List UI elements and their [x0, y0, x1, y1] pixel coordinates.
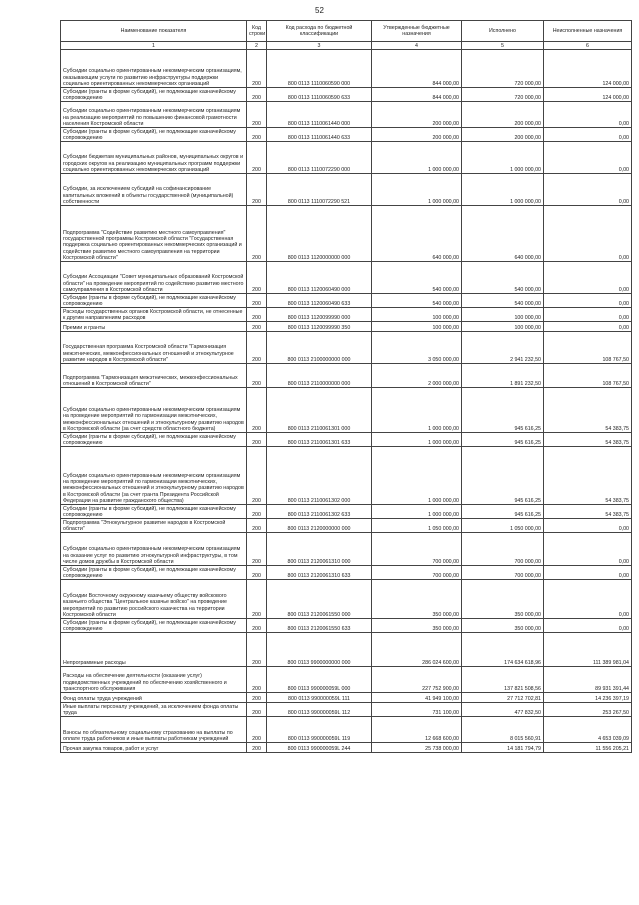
- cell-code: 200: [247, 322, 267, 332]
- cell-kbk: 800 0113 2110061301 000: [267, 388, 372, 433]
- cell-code: 200: [247, 433, 267, 447]
- cell-code: 200: [247, 519, 267, 533]
- table-row: [61, 294, 632, 308]
- header-executed: Исполнено: [462, 21, 544, 42]
- cell-kbk: 800 0113 1120099990 350: [267, 322, 372, 332]
- cell-unexecuted: 0,00: [544, 174, 632, 206]
- cell-name: Государственная программа Костромской области "Гармонизация межэтнических, межконфессиональных отношений и этнокультурное развитие народов в Костромской области": [61, 332, 247, 364]
- cell-name: Подпрограмма "Этнокультурное развитие народов в Костромской области": [61, 519, 247, 533]
- cell-executed: 640 000,00: [462, 206, 544, 262]
- column-number: 2: [247, 42, 267, 50]
- cell-name: Субсидии социально ориентированным некоммерческим организациям на проведение мероприятий по гармонизации межэтнических, межконфессиональных отношений и этнокультурному развитию народов в Костромской области (за счет средств областного бюджета): [61, 388, 247, 433]
- cell-unexecuted: 0,00: [544, 533, 632, 566]
- cell-name: Расходы на обеспечение деятельности (оказание услуг) подведомственных учреждений по обеспечению хозяйственного и транспортного обслуживания: [61, 667, 247, 693]
- cell-kbk: 800 0113 1120060490 633: [267, 294, 372, 308]
- cell-code: 200: [247, 332, 267, 364]
- cell-name: Иные выплаты персоналу учреждений, за исключением фонда оплаты труда: [61, 703, 247, 717]
- cell-approved: 25 738 000,00: [372, 743, 462, 753]
- cell-unexecuted: 108 767,50: [544, 364, 632, 388]
- cell-code: 200: [247, 308, 267, 322]
- cell-kbk: 800 0113 2110061301 633: [267, 433, 372, 447]
- cell-name: Премии и гранты: [61, 322, 247, 332]
- cell-approved: 1 000 000,00: [372, 505, 462, 519]
- cell-unexecuted: 14 236 397,19: [544, 693, 632, 703]
- cell-kbk: 800 0113 2110061302 000: [267, 447, 372, 505]
- cell-name: Субсидии социально ориентированным некоммерческим организациям на реализацию мероприятий по повышению финансовой грамотности населения Костромской области: [61, 102, 247, 128]
- cell-code: 200: [247, 447, 267, 505]
- cell-unexecuted: 0,00: [544, 294, 632, 308]
- cell-code: 200: [247, 566, 267, 580]
- cell-approved: 700 000,00: [372, 533, 462, 566]
- cell-executed: 1 000 000,00: [462, 174, 544, 206]
- cell-kbk: 800 0113 1110060590 633: [267, 88, 372, 102]
- table-row: [61, 693, 632, 703]
- table-row: [61, 533, 632, 566]
- cell-approved: 100 000,00: [372, 308, 462, 322]
- cell-approved: 1 000 000,00: [372, 174, 462, 206]
- cell-name: Субсидии (гранты в форме субсидий), не подлежащие казначейскому сопровождению: [61, 294, 247, 308]
- cell-approved: 640 000,00: [372, 206, 462, 262]
- cell-kbk: 800 0113 2120061550 633: [267, 619, 372, 633]
- cell-approved: 12 668 600,00: [372, 717, 462, 743]
- cell-kbk: 800 0113 1120099990 000: [267, 308, 372, 322]
- cell-executed: 945 616,25: [462, 505, 544, 519]
- cell-approved: 844 000,00: [372, 50, 462, 88]
- cell-kbk: 800 0113 1110061440 000: [267, 102, 372, 128]
- cell-code: 200: [247, 743, 267, 753]
- table-row: [61, 322, 632, 332]
- cell-name: Субсидии бюджетам муниципальных районов, муниципальных округов и городских округов на реализацию муниципальных программ поддержки социально ориентированных некоммерческих организаций: [61, 142, 247, 174]
- cell-name: Субсидии (гранты в форме субсидий), не подлежащие казначейскому сопровождению: [61, 433, 247, 447]
- cell-unexecuted: 0,00: [544, 519, 632, 533]
- column-number: 4: [372, 42, 462, 50]
- cell-approved: 1 050 000,00: [372, 519, 462, 533]
- header-name: Наименование показателя: [61, 21, 247, 42]
- cell-name: Субсидии (гранты в форме субсидий), не подлежащие казначейскому сопровождению: [61, 619, 247, 633]
- cell-executed: 14 181 794,79: [462, 743, 544, 753]
- table-row: [61, 743, 632, 753]
- table-row: [61, 364, 632, 388]
- cell-executed: 1 000 000,00: [462, 142, 544, 174]
- cell-unexecuted: 253 267,50: [544, 703, 632, 717]
- cell-unexecuted: 89 931 391,44: [544, 667, 632, 693]
- cell-executed: 1 050 000,00: [462, 519, 544, 533]
- table-row: [61, 566, 632, 580]
- cell-executed: 27 712 702,81: [462, 693, 544, 703]
- cell-name: Субсидии (гранты в форме субсидий), не подлежащие казначейскому сопровождению: [61, 128, 247, 142]
- cell-executed: 8 015 560,91: [462, 717, 544, 743]
- header-kbk: Код расхода по бюджетной классификации: [267, 21, 372, 42]
- cell-executed: 720 000,00: [462, 50, 544, 88]
- cell-unexecuted: 0,00: [544, 102, 632, 128]
- cell-name: Непрограммные расходы: [61, 633, 247, 667]
- cell-executed: 174 634 618,96: [462, 633, 544, 667]
- cell-executed: 945 616,25: [462, 433, 544, 447]
- cell-approved: 350 000,00: [372, 580, 462, 619]
- cell-executed: 540 000,00: [462, 294, 544, 308]
- column-number: 3: [267, 42, 372, 50]
- cell-executed: 100 000,00: [462, 322, 544, 332]
- cell-unexecuted: 108 767,50: [544, 332, 632, 364]
- cell-approved: 100 000,00: [372, 322, 462, 332]
- cell-name: Субсидии, за исключением субсидий на софинансирование капитальных вложений в объекты государственной (муниципальной) собственности: [61, 174, 247, 206]
- table-row: [61, 128, 632, 142]
- table-row: [61, 206, 632, 262]
- table-row: [61, 580, 632, 619]
- cell-code: 200: [247, 667, 267, 693]
- cell-name: Взносы по обязательному социальному страхованию на выплаты по оплате труда работников и иные выплаты работникам учреждений: [61, 717, 247, 743]
- cell-code: 200: [247, 693, 267, 703]
- cell-unexecuted: 54 383,75: [544, 388, 632, 433]
- cell-approved: 1 000 000,00: [372, 433, 462, 447]
- table-row: [61, 332, 632, 364]
- table-row: [61, 262, 632, 294]
- cell-code: 200: [247, 294, 267, 308]
- cell-approved: 1 000 000,00: [372, 388, 462, 433]
- cell-code: 200: [247, 364, 267, 388]
- cell-name: Субсидии социально ориентированным некоммерческим организациям на оказание услуг по развитию этнокультурной инфраструктуры, в том числе домов дружбы в Костромской области: [61, 533, 247, 566]
- cell-executed: 2 941 232,50: [462, 332, 544, 364]
- cell-unexecuted: 111 389 981,04: [544, 633, 632, 667]
- table-row: [61, 142, 632, 174]
- cell-code: 200: [247, 88, 267, 102]
- cell-name: Субсидии (гранты в форме субсидий), не подлежащие казначейскому сопровождению: [61, 566, 247, 580]
- cell-approved: 700 000,00: [372, 566, 462, 580]
- cell-code: 200: [247, 717, 267, 743]
- budget-execution-table: [60, 20, 632, 753]
- cell-kbk: 800 0113 990000059L 244: [267, 743, 372, 753]
- cell-name: Субсидии социально ориентированным некоммерческим организациям, оказывающим услуги по развитию инфраструктуры поддержки социально ориентированных некоммерческих организаций: [61, 50, 247, 88]
- cell-code: 200: [247, 206, 267, 262]
- cell-kbk: 800 0113 2110061302 633: [267, 505, 372, 519]
- cell-kbk: 800 0113 990000059L 119: [267, 717, 372, 743]
- cell-approved: 844 000,00: [372, 88, 462, 102]
- cell-name: Прочая закупка товаров, работ и услуг: [61, 743, 247, 753]
- cell-code: 200: [247, 102, 267, 128]
- column-number: 1: [61, 42, 247, 50]
- cell-code: 200: [247, 142, 267, 174]
- cell-code: 200: [247, 580, 267, 619]
- cell-approved: 350 000,00: [372, 619, 462, 633]
- cell-kbk: 800 0113 1110060590 000: [267, 50, 372, 88]
- table-row: [61, 619, 632, 633]
- cell-code: 200: [247, 703, 267, 717]
- table-row: [61, 388, 632, 433]
- table-row: [61, 433, 632, 447]
- cell-unexecuted: 0,00: [544, 142, 632, 174]
- cell-kbk: 800 0113 2100000000 000: [267, 332, 372, 364]
- cell-approved: 41 949 100,00: [372, 693, 462, 703]
- column-number: 6: [544, 42, 632, 50]
- cell-executed: 350 000,00: [462, 580, 544, 619]
- cell-executed: 477 832,50: [462, 703, 544, 717]
- cell-approved: 286 024 600,00: [372, 633, 462, 667]
- cell-executed: 720 000,00: [462, 88, 544, 102]
- cell-name: Фонд оплаты труда учреждений: [61, 693, 247, 703]
- cell-kbk: 800 0113 1120060490 000: [267, 262, 372, 294]
- cell-executed: 540 000,00: [462, 262, 544, 294]
- header-unexecuted: Неисполненные назначения: [544, 21, 632, 42]
- cell-code: 200: [247, 633, 267, 667]
- cell-unexecuted: 124 000,00: [544, 88, 632, 102]
- cell-executed: 200 000,00: [462, 128, 544, 142]
- cell-code: 200: [247, 533, 267, 566]
- table-row: [61, 88, 632, 102]
- cell-approved: 731 100,00: [372, 703, 462, 717]
- cell-unexecuted: 11 556 205,21: [544, 743, 632, 753]
- cell-unexecuted: 124 000,00: [544, 50, 632, 88]
- cell-executed: 945 616,25: [462, 388, 544, 433]
- cell-name: Подпрограмма "Гармонизация межэтнических, межконфессиональных отношений в Костромской области": [61, 364, 247, 388]
- cell-unexecuted: 0,00: [544, 322, 632, 332]
- column-number-row: [61, 42, 632, 50]
- table-row: [61, 703, 632, 717]
- table-row: [61, 519, 632, 533]
- cell-code: 200: [247, 50, 267, 88]
- cell-unexecuted: 0,00: [544, 566, 632, 580]
- cell-approved: 540 000,00: [372, 262, 462, 294]
- cell-name: Субсидии (гранты в форме субсидий), не подлежащие казначейскому сопровождению: [61, 505, 247, 519]
- cell-kbk: 800 0113 2120061310 000: [267, 533, 372, 566]
- cell-approved: 227 752 900,00: [372, 667, 462, 693]
- cell-executed: 700 000,00: [462, 533, 544, 566]
- cell-kbk: 800 0113 2110000000 000: [267, 364, 372, 388]
- cell-executed: 100 000,00: [462, 308, 544, 322]
- cell-approved: 1 000 000,00: [372, 142, 462, 174]
- header-approved: Утвержденные бюджетные назначения: [372, 21, 462, 42]
- cell-kbk: 800 0113 2120000000 000: [267, 519, 372, 533]
- cell-name: Субсидии Ассоциации "Совет муниципальных образований Костромской области" на проведение мероприятий по содействию развитию местного самоуправления в Костромской области: [61, 262, 247, 294]
- cell-kbk: 800 0113 990000059L 112: [267, 703, 372, 717]
- table-row: [61, 174, 632, 206]
- cell-code: 200: [247, 128, 267, 142]
- cell-code: 200: [247, 388, 267, 433]
- table-row: [61, 717, 632, 743]
- cell-unexecuted: 0,00: [544, 580, 632, 619]
- cell-kbk: 800 0113 2120061550 000: [267, 580, 372, 619]
- cell-kbk: 800 0113 2120061310 633: [267, 566, 372, 580]
- cell-unexecuted: 54 383,75: [544, 447, 632, 505]
- cell-kbk: 800 0113 1110072290 000: [267, 142, 372, 174]
- table-row: [61, 667, 632, 693]
- cell-code: 200: [247, 174, 267, 206]
- cell-name: Субсидии Восточному окружному казачьему обществу войскового казачьего общества "Центральное казачье войско" на проведение мероприятий по развитию российского казачества на территории Костромской области: [61, 580, 247, 619]
- cell-name: Субсидии (гранты в форме субсидий), не подлежащие казначейскому сопровождению: [61, 88, 247, 102]
- cell-unexecuted: 0,00: [544, 308, 632, 322]
- cell-executed: 200 000,00: [462, 102, 544, 128]
- cell-executed: 945 616,25: [462, 447, 544, 505]
- cell-name: Субсидии социально ориентированным некоммерческим организациям на проведение мероприятий по гармонизации межэтнических, межконфессиональных отношений и этнокультурному развитию народов в Костромской области (за счет гранта Президента Российской Федерации на развитие гражданского общества): [61, 447, 247, 505]
- cell-unexecuted: 4 653 039,09: [544, 717, 632, 743]
- table-row: [61, 102, 632, 128]
- table-row: [61, 308, 632, 322]
- header-row: [61, 21, 632, 42]
- cell-kbk: 800 0113 1110072290 521: [267, 174, 372, 206]
- cell-code: 200: [247, 505, 267, 519]
- cell-approved: 1 000 000,00: [372, 447, 462, 505]
- cell-approved: 200 000,00: [372, 128, 462, 142]
- cell-unexecuted: 0,00: [544, 206, 632, 262]
- cell-unexecuted: 0,00: [544, 262, 632, 294]
- cell-kbk: 800 0113 990000059L 111: [267, 693, 372, 703]
- cell-unexecuted: 54 383,75: [544, 505, 632, 519]
- cell-kbk: 800 0113 1110061440 633: [267, 128, 372, 142]
- cell-executed: 350 000,00: [462, 619, 544, 633]
- cell-code: 200: [247, 262, 267, 294]
- cell-executed: 700 000,00: [462, 566, 544, 580]
- cell-name: Расходы государственных органов Костромской области, не отнесенные к другим направлениям расходов: [61, 308, 247, 322]
- column-number: 5: [462, 42, 544, 50]
- table-row: [61, 50, 632, 88]
- cell-kbk: 800 0113 1120000000 000: [267, 206, 372, 262]
- cell-name: Подпрограмма "Содействие развитию местного самоуправления" государственной программы Костромской области "Государственная поддержка социально ориентированных некоммерческих организаций и содействие развитию местного самоуправления на территории Костромской области": [61, 206, 247, 262]
- cell-approved: 2 000 000,00: [372, 364, 462, 388]
- cell-unexecuted: 0,00: [544, 128, 632, 142]
- cell-executed: 1 891 232,50: [462, 364, 544, 388]
- cell-code: 200: [247, 619, 267, 633]
- table-row: [61, 447, 632, 505]
- table-row: [61, 505, 632, 519]
- cell-approved: 3 050 000,00: [372, 332, 462, 364]
- page-number: 52: [315, 6, 324, 15]
- cell-unexecuted: 0,00: [544, 619, 632, 633]
- cell-executed: 137 821 508,56: [462, 667, 544, 693]
- cell-kbk: 800 0113 990000059L 000: [267, 667, 372, 693]
- table-row: [61, 633, 632, 667]
- cell-approved: 540 000,00: [372, 294, 462, 308]
- cell-kbk: 800 0113 9900000000 000: [267, 633, 372, 667]
- cell-approved: 200 000,00: [372, 102, 462, 128]
- cell-unexecuted: 54 383,75: [544, 433, 632, 447]
- header-code: Код строки: [247, 21, 267, 42]
